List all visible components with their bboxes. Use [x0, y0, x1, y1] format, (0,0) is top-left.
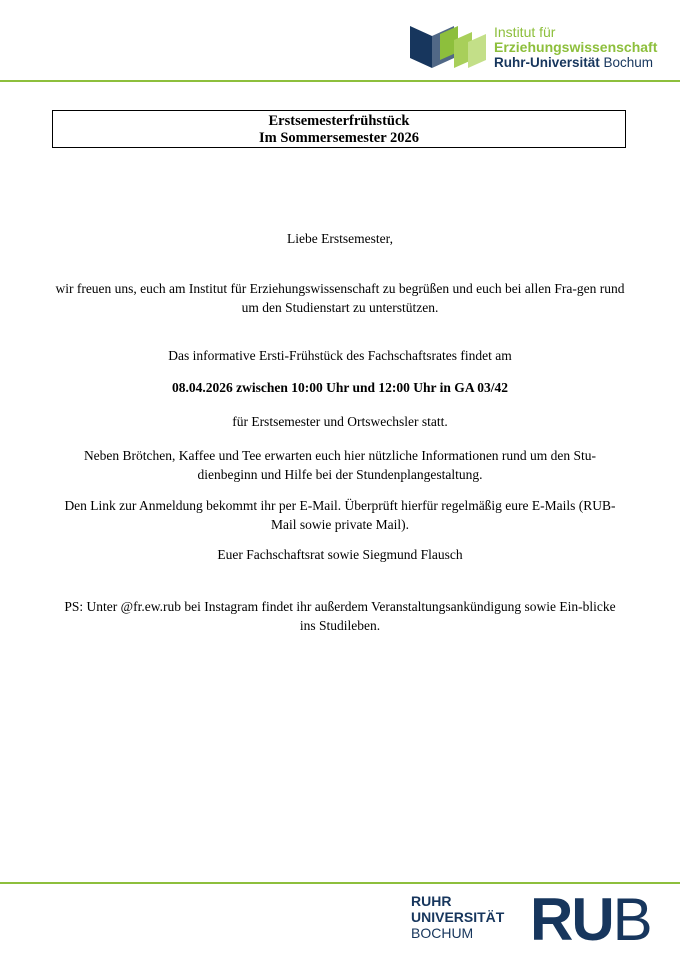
rub-logo-thin: B	[612, 886, 651, 953]
rub-wordmark	[411, 893, 504, 941]
title-box	[52, 110, 626, 148]
info-paragraph: Das informative Ersti-Frühstück des Fachschaftsrates findet am	[168, 348, 512, 363]
greeting: Liebe Erstsemester,	[287, 231, 393, 246]
header-divider	[0, 80, 680, 82]
title-line2: Im Sommersemester 2026	[259, 130, 419, 146]
institute-logo-icon	[410, 22, 486, 70]
institute-name-line2: Erziehungswissenschaft	[494, 39, 658, 55]
signature: Euer Fachschaftsrat sowie Siegmund Flausch	[217, 547, 463, 562]
university-name-bold: Ruhr-Universität	[494, 55, 600, 70]
signup-paragraph: Den Link zur Anmeldung bekommt ihr per E-Mail. Überprüft hierfür regelmäßig eure E-Mails (RUB-Mail sowie private Mail).	[64, 498, 616, 532]
intro-paragraph: wir freuen uns, euch am Institut für Erziehungswissenschaft zu begrüßen und euch bei allen Fra-gen rund um den Studienstart zu unterstützen.	[55, 281, 625, 315]
title-line1: Erstsemesterfrühstück	[268, 113, 410, 129]
rub-line3: BOCHUM	[411, 925, 474, 941]
footer-divider	[0, 882, 680, 884]
postscript: PS: Unter @fr.ew.rub bei Instagram findet ihr außerdem Veranstaltungsankündigung sowie Ein-blicke ins Studileben.	[64, 599, 616, 633]
rub-logo-bold: RU	[530, 886, 613, 953]
event-date-time: 08.04.2026 zwischen 10:00 Uhr und 12:00 Uhr in GA 03/42	[172, 380, 508, 395]
rub-line1: RUHR	[411, 893, 452, 909]
university-city: Bochum	[599, 55, 654, 70]
university-name	[494, 55, 653, 70]
offer-paragraph: Neben Brötchen, Kaffee und Tee erwarten euch hier nützliche Informationen rund um den Stu-dienbeginn und Hilfe bei der Stundenplangestaltung.	[83, 448, 597, 482]
rub-logo	[530, 888, 651, 952]
institute-name-line1: Institut für	[494, 24, 556, 40]
audience-paragraph: für Erstsemester und Ortswechsler statt.	[232, 414, 448, 429]
rub-line2: UNIVERSITÄT	[411, 909, 505, 925]
